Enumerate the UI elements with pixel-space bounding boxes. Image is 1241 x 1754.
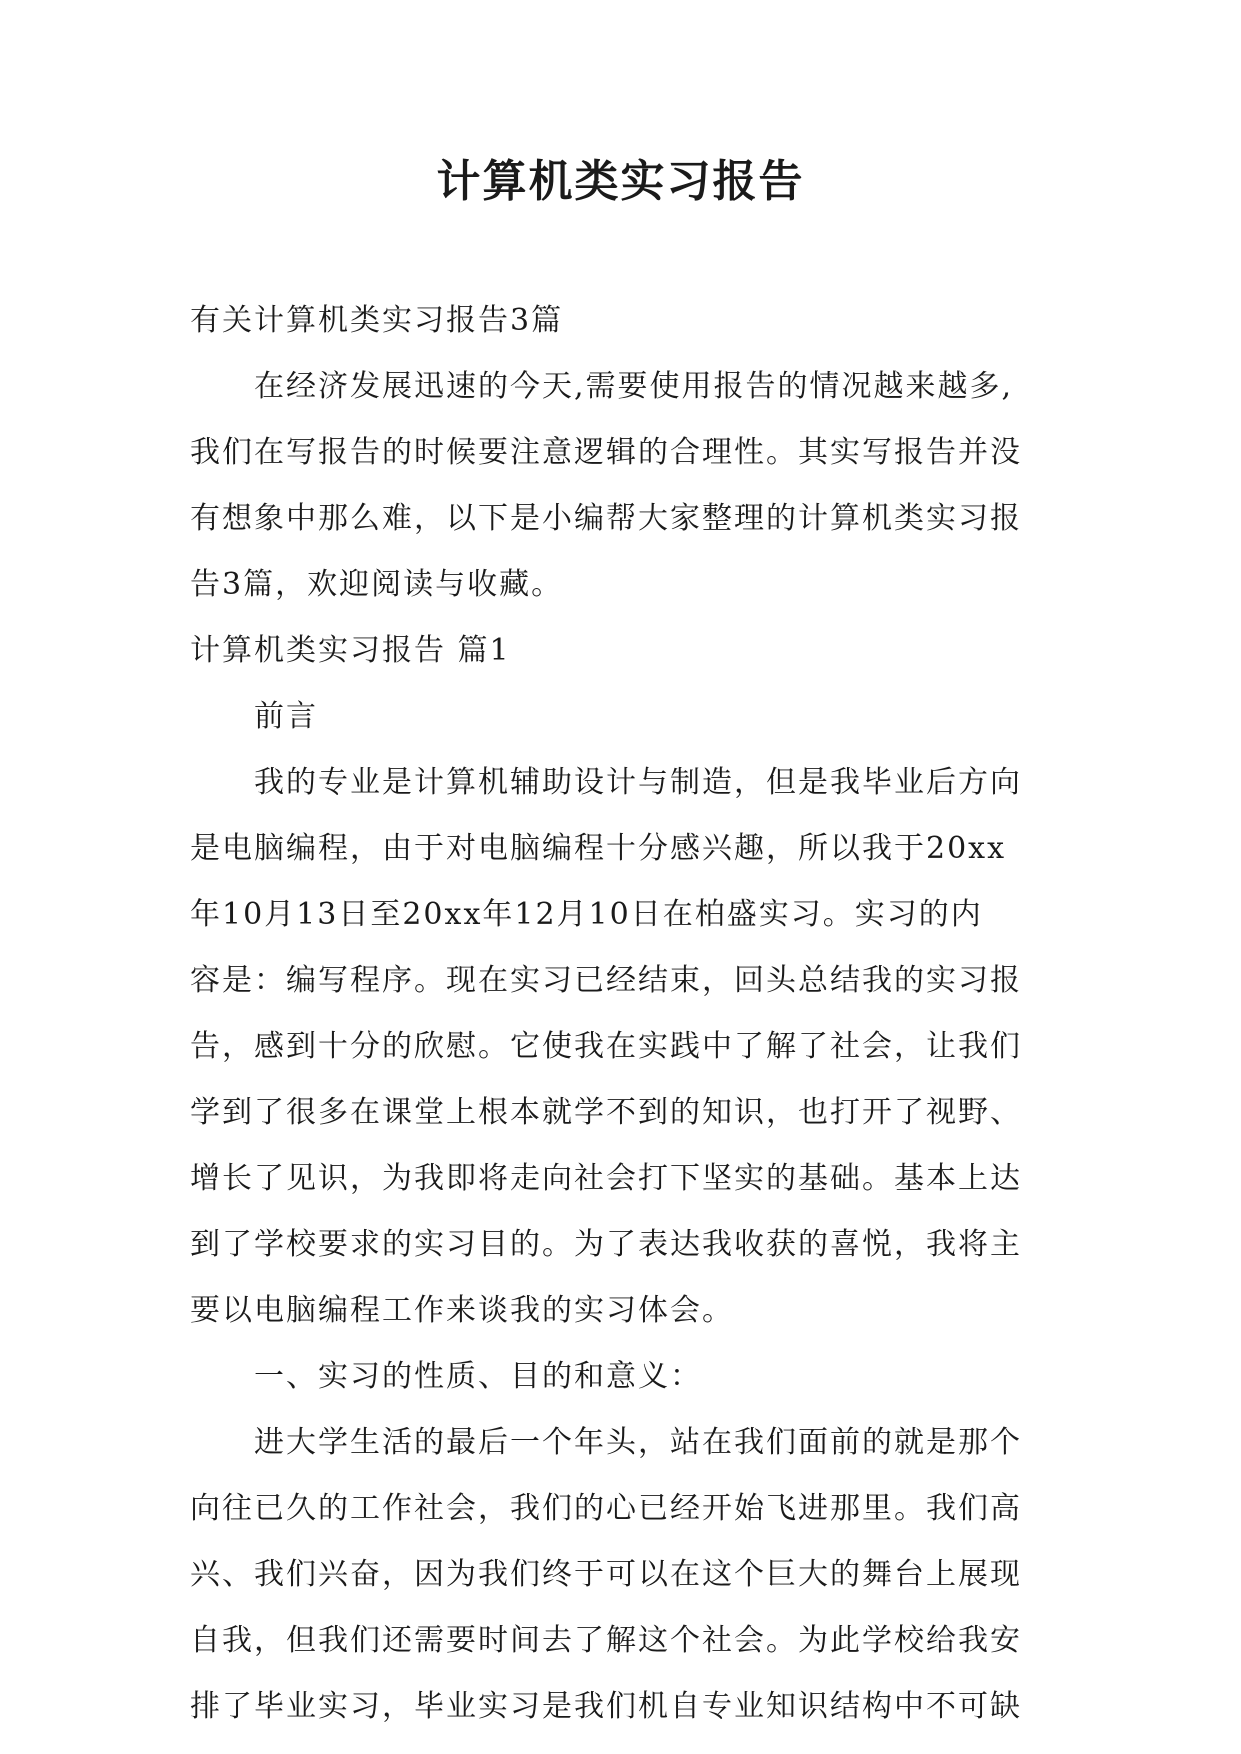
- document-subtitle: 有关计算机类实习报告3篇: [190, 303, 564, 338]
- part1-heading: 一、实习的性质、目的和意义：: [254, 1359, 702, 1394]
- section-heading: 计算机类实习报告 篇1: [190, 633, 511, 668]
- preface-heading: 前言: [254, 699, 318, 734]
- preface-line: 告，感到十分的欣慰。它使我在实践中了解了社会，让我们: [190, 1029, 1022, 1064]
- preface-line: 年10月13日至20xx年12月10日在柏盛实习。实习的内: [190, 897, 983, 932]
- preface-line: 要以电脑编程工作来谈我的实习体会。: [190, 1293, 734, 1328]
- part1-line: 排了毕业实习，毕业实习是我们机自专业知识结构中不可缺: [190, 1689, 1022, 1724]
- part1-line: 兴、我们兴奋，因为我们终于可以在这个巨大的舞台上展现: [190, 1557, 1022, 1592]
- intro-paragraph: [190, 354, 1060, 618]
- intro-line: 我们在写报告的时候要注意逻辑的合理性。其实写报告并没: [190, 435, 1022, 470]
- intro-line: 在经济发展迅速的今天,需要使用报告的情况越来越多,: [254, 369, 1014, 404]
- preface-line: 到了学校要求的实习目的。为了表达我收获的喜悦，我将主: [190, 1227, 1022, 1262]
- intro-line: 有想象中那么难，以下是小编帮大家整理的计算机类实习报: [190, 501, 1022, 536]
- document-title: 计算机类实习报告: [436, 156, 805, 207]
- part1-paragraph: [190, 1410, 1060, 1740]
- preface-line: 容是：编写程序。现在实习已经结束，回头总结我的实习报: [190, 963, 1022, 998]
- preface-line: 增长了见识，为我即将走向社会打下坚实的基础。基本上达: [190, 1161, 1022, 1196]
- intro-line: 告3篇，欢迎阅读与收藏。: [190, 567, 564, 602]
- preface-line: 是电脑编程，由于对电脑编程十分感兴趣，所以我于20xx: [190, 831, 1007, 866]
- preface-line: 学到了很多在课堂上根本就学不到的知识，也打开了视野、: [190, 1095, 1022, 1130]
- part1-line: 进大学生活的最后一个年头，站在我们面前的就是那个: [254, 1425, 1022, 1460]
- part1-line: 自我，但我们还需要时间去了解这个社会。为此学校给我安: [190, 1623, 1022, 1658]
- preface-line: 我的专业是计算机辅助设计与制造，但是我毕业后方向: [254, 765, 1022, 800]
- document-body: [190, 288, 1060, 1740]
- part1-line: 向往已久的工作社会，我们的心已经开始飞进那里。我们高: [190, 1491, 1022, 1526]
- preface-paragraph: [190, 750, 1060, 1344]
